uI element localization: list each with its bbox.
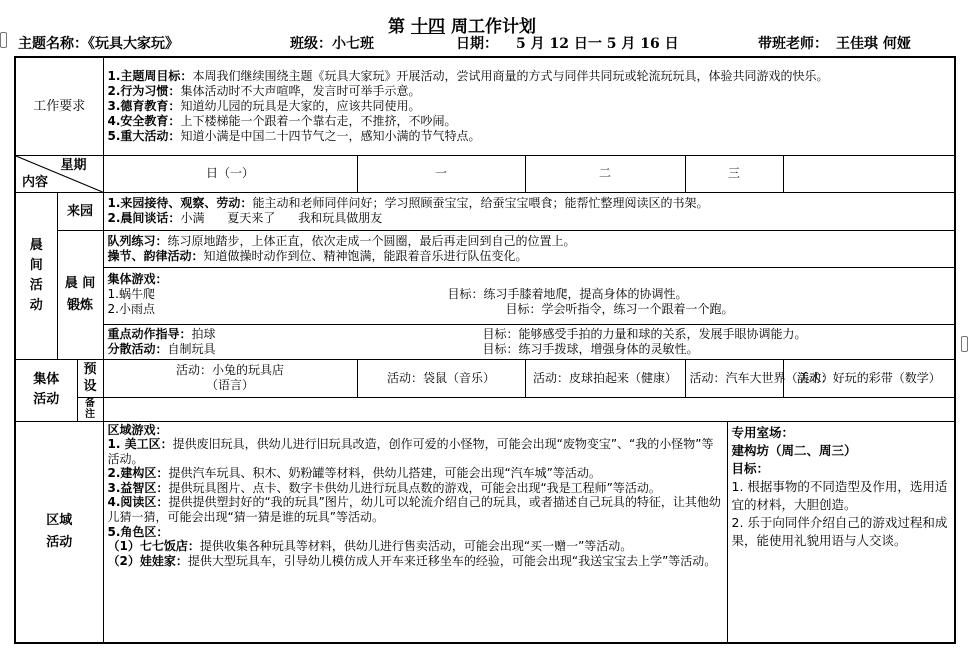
day-column-header: 日（一） bbox=[103, 155, 357, 192]
teacher-info: 带班老师： 王佳琪 何娅 bbox=[758, 36, 911, 52]
req-item: 2.行为习惯：集体活动时不大声喧哗，发言时可举手示意。 bbox=[107, 83, 421, 98]
special-room-content: 专用室场： 建构坊（周二、周三） 目标： 1. 根据事物的不同造型及作用，选用适宜的材料，大胆创造。 2. 乐于向同伴介绍自己的游戏过程和成果，能使用礼貌用语与人交谈。 bbox=[727, 421, 955, 643]
area-item: 1. 美工区：提供废旧玩具，供幼儿进行旧玩具改造，创作可爱的小怪物，可能会出现“废物变宝”、“我的小怪物”等活动。 bbox=[107, 437, 714, 466]
group-activity-label: 集体 活动 bbox=[15, 359, 77, 421]
arrival-row bbox=[15, 192, 955, 230]
drill-content: 队列练习：练习原地踏步，上体正直，依次走成一个圆圈，最后再走回到自己的位置上。 操节、韵律活动：知道做操时动作到位、精神饱满，能跟着音乐进行队伍变化。 bbox=[103, 230, 955, 267]
group-activity: 分散活动：自制玩具 目标：练习手拨球，增强身体的灵敏性。 bbox=[107, 341, 699, 356]
note-content bbox=[103, 397, 955, 421]
morning-exercise-label: 晨 间 锻炼 bbox=[57, 230, 103, 359]
req-item: 5.重大活动：知道小满是中国二十四节气之一，感知小满的节气特点。 bbox=[107, 128, 481, 143]
day-column-header bbox=[783, 155, 955, 192]
left-edge-marker bbox=[0, 32, 7, 48]
key-movement: 重点动作指导：拍球 目标：能够感受手拍的力量和球的关系，发展手眼协调能力。 bbox=[107, 326, 807, 341]
work-requirements-label: 工作要求 bbox=[15, 57, 103, 155]
area-item: 2.建构区：提供汽车玩具、积木、奶粉罐等材料，供幼儿搭建，可能会出现“汽车城”等活动。 bbox=[107, 466, 601, 481]
req-item: 4.安全教育：上下楼梯能一个跟着一个靠右走，不推挤，不吵闹。 bbox=[107, 113, 457, 128]
work-requirements-content bbox=[103, 57, 955, 155]
req-item: 3.德育教育：知道幼儿园的玩具是大家的，应该共同使用。 bbox=[107, 98, 421, 113]
day-column-header: 二 bbox=[525, 155, 685, 192]
activity-cell: 活动：小兔的玩具店 （语言） bbox=[103, 359, 357, 397]
week-number: 十四 bbox=[411, 17, 445, 37]
weekly-plan-table bbox=[14, 56, 956, 644]
work-requirements-row bbox=[15, 57, 955, 155]
special-goal: 2. 乐于向同伴介绍自己的游戏过程和成果，能使用礼貌用语与人交谈。 bbox=[731, 514, 948, 548]
day-column-header: 三 bbox=[685, 155, 783, 192]
area-activity-row bbox=[15, 421, 955, 643]
page-title: 第 十四 周工作计划 bbox=[388, 17, 536, 37]
activity-cell: 活动：袋鼠（音乐） bbox=[357, 359, 525, 397]
activity-cell: 活动：好玩的彩带（数学） bbox=[783, 359, 955, 397]
class-info: 班级：小七班 bbox=[290, 36, 374, 52]
diagonal-header-cell bbox=[15, 155, 103, 192]
drill-row bbox=[15, 230, 955, 267]
morning-activity-label: 晨 间 活 动 bbox=[15, 192, 57, 359]
day-column-header: 一 bbox=[357, 155, 525, 192]
group-activity-note-row bbox=[15, 397, 955, 421]
weekday-header-row bbox=[15, 155, 955, 192]
theme-info: 主题名称：《玩具大家玩》 bbox=[18, 36, 179, 52]
area-activity-label: 区域 活动 bbox=[15, 421, 103, 643]
area-item: 3.益智区：提供玩具图片、点卡、数字卡供幼儿进行玩具点数的游戏，可能会出现“我是工程师”等活动。 bbox=[107, 480, 661, 495]
content-axis-label: 内容 bbox=[22, 174, 49, 190]
req-item: 1.主题周目标：本周我们继续围绕主题《玩具大家玩》开展活动，尝试用商量的方式与同伴共同玩或轮流玩玩具，体验共同游戏的快乐。 bbox=[107, 68, 829, 83]
right-edge-marker bbox=[961, 336, 968, 352]
plan-label: 预 设 bbox=[77, 359, 103, 397]
group-activity-plan-row bbox=[15, 359, 955, 397]
game-item: 2.小雨点 目标：学会听指令，练习一个跟着一个跑。 bbox=[107, 301, 734, 316]
note-label: 备 注 bbox=[77, 397, 103, 421]
special-goal: 1. 根据事物的不同造型及作用，选用适宜的材料，大胆创造。 bbox=[731, 478, 948, 512]
area-games-content: 区域游戏： 1. 美工区：提供废旧玩具，供幼儿进行旧玩具改造，创作可爱的小怪物，可能会出现“废物变宝”、“我的小怪物”等活动。 2.建构区：提供汽车玩具、积木、奶粉罐等材料，供幼儿搭建，可能会出现“汽车城”等活动。 3.益智区：提供玩具图片、点卡、数字卡供幼儿进行玩具点数的游戏，可能会出现“我是工程师”等活动。 4.阅读区：提供提供塑封好的“我的玩具”图片，幼儿可以轮流介绍自己的玩具，或者描述自己玩具的特征，让其他幼儿猜一猜，可能会出现“猜一猜是谁的玩具”等活动。 5.角色区： （1）七七饭店：提供收集各种玩具等材料，供幼儿进行售卖活动，可能会出现“买一赠一”等活动。 （2）娃娃家：提供大型玩具车，引导幼儿模仿成人开车来迁移坐车的经验，可能会出现“我送宝宝去上学”等活动。 bbox=[103, 421, 727, 643]
activity-cell: 活动：汽车大世界（美术） bbox=[685, 359, 783, 397]
arrival-content: 1.来园接待、观察、劳动：能主动和老师同伴问好；学习照顾蚕宝宝，给蚕宝宝喂食；能帮忙整理阅读区的书架。 2.晨间谈话：小满 夏天来了 我和玩具做朋友 bbox=[103, 192, 955, 230]
games-row bbox=[15, 267, 955, 359]
arrival-label: 来园 bbox=[57, 192, 103, 230]
activity-cell: 活动：皮球拍起来（健康） bbox=[525, 359, 685, 397]
game-item: 1.蜗牛爬 目标：练习手膝着地爬，提高身体的协调性。 bbox=[107, 286, 688, 301]
date-info: 日期： 5 月 12 日一 5 月 16 日 bbox=[456, 36, 679, 52]
role-item: （1）七七饭店：提供收集各种玩具等材料，供幼儿进行售卖活动，可能会出现“买一赠一”等活动。 bbox=[107, 539, 633, 554]
area-item: 4.阅读区：提供提供塑封好的“我的玩具”图片，幼儿可以轮流介绍自己的玩具，或者描述自己玩具的特征，让其他幼儿猜一猜，可能会出现“猜一猜是谁的玩具”等活动。 bbox=[107, 495, 721, 525]
role-item: （2）娃娃家：提供大型玩具车，引导幼儿模仿成人开车来迁移坐车的经验，可能会出现“我送宝宝去上学”等活动。 bbox=[107, 553, 717, 568]
games-content: 集体游戏： 1.蜗牛爬 目标：练习手膝着地爬，提高身体的协调性。 2.小雨点 目标：学会听指令，练习一个跟着一个跑。 重点动作指导：拍球 目标：能够感受手拍的力量和球的关系，发展手眼协调能力。 分散活动：自制玩具 目标：练习手拨球，增强身体的灵敏性。 bbox=[103, 267, 955, 359]
weekday-axis-label: 星期 bbox=[60, 157, 87, 173]
